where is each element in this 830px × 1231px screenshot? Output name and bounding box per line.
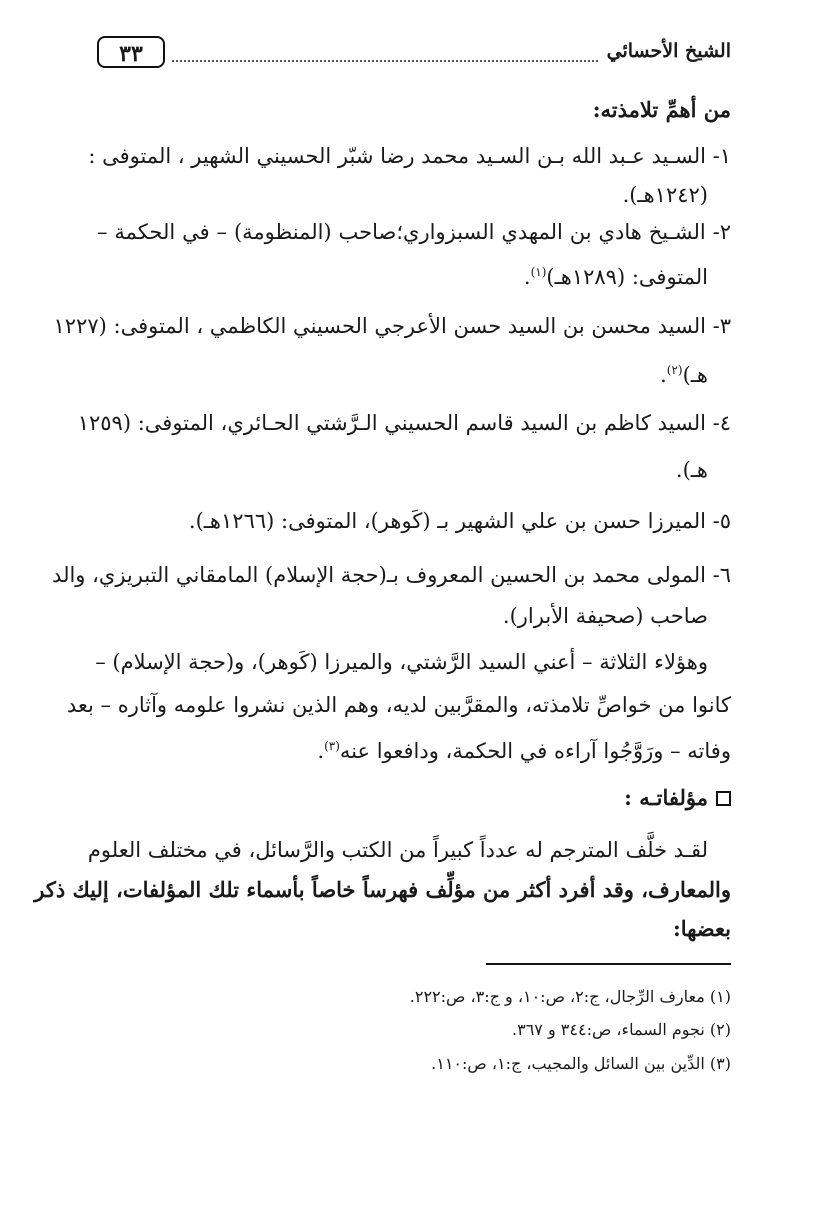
paragraph-2-line-3: بعضها:: [672, 916, 731, 941]
footnote-ref-1: (١): [530, 265, 547, 279]
square-bullet-icon: [716, 791, 731, 806]
footnote-separator: [486, 963, 731, 965]
section-heading-students: من أهمِّ تلامذته:: [592, 97, 731, 122]
list-item-4-line-2: هـ).: [675, 458, 708, 482]
running-header-title: الشيخ الأحسائي: [606, 40, 731, 62]
page-number-box: ٣٣: [97, 36, 165, 68]
list-item-3-line-1: ٣- السيد محسن بن السيد حسن الأعرجي الحسيني الكاظمي ، المتوفى: (١٢٢٧: [53, 314, 731, 338]
list-item-5: ٥- الميرزا حسن بن علي الشهير بـ (كَوهر)، المتوفى: (١٢٦٦هـ).: [188, 509, 731, 533]
paragraph-1-line-1: وهؤلاء الثلاثة – أعني السيد الرَّشتي، والميرزا (كَوهر)، و(حجة الإسلام) –: [95, 650, 708, 674]
footnote-ref-3: (٣): [324, 739, 340, 753]
list-item-3-line-2: هـ)$^{(٢)}$.: [660, 363, 708, 387]
list-item-6-line-1: ٦- المولى محمد بن الحسين المعروف بـ(حجة الإسلام) المامقاني التبريزي، والد: [52, 563, 731, 587]
list-item-6-line-2: صاحب (صحيفة الأبرار).: [502, 604, 708, 628]
footnote-2: (٢) نجوم السماء، ص:٣٤٤ و ٣٦٧.: [512, 1020, 731, 1039]
footnote-ref-2: (٢): [666, 363, 683, 377]
list-item-4-line-1: ٤- السيد كاظم بن السيد قاسم الحسيني الـرَّشتي الحـائري، المتوفى: (١٢٥٩: [77, 411, 731, 435]
header-dotted-leader: [172, 60, 598, 62]
list-item-1-line-2: (١٢٤٢هـ).: [622, 183, 708, 207]
list-item-2-line-2: المتوفى: (١٢٨٩هـ)$^{(١)}$.: [523, 265, 708, 289]
list-item-2-line-1: ٢- الشـيخ هادي بن المهدي السبزواري؛صاحب (المنظومة) – في الحكمة –: [97, 220, 731, 244]
section-heading-works: مؤلفاتـه :: [97, 783, 731, 813]
paragraph-1-line-2: كانوا من خواصِّ تلامذته، والمقرَّبين لديه، وهم الذين نشروا علومه وآثاره – بعد: [66, 693, 731, 717]
paragraph-2-line-2: والمعارف، وقد أفرد أكثر من مؤلِّف فهرساً خاصاً بأسماء تلك المؤلفات، إليك ذكر: [34, 877, 731, 902]
paragraph-2-line-1: لقـد خلَّف المترجم له عدداً كبيراً من الكتب والرَّسائل، في مختلف العلوم: [87, 838, 708, 862]
paragraph-1-line-3: وفاته – ورَوَّجُوا آراءه في الحكمة، ودافعوا عنه$^{(٣)}$.: [317, 739, 731, 763]
list-item-1-line-1: ١- السـيد عـبد الله بـن السـيد محمد رضا شبّر الحسيني الشهير ، المتوفى :: [88, 144, 731, 168]
footnote-3: (٣) الدِّين بين السائل والمجيب، ج:١، ص:١١٠.: [431, 1054, 731, 1073]
footnote-1: (١) معارف الرِّجال، ج:٢، ص:١٠، و ج:٣، ص:٢٢٢.: [409, 987, 731, 1006]
